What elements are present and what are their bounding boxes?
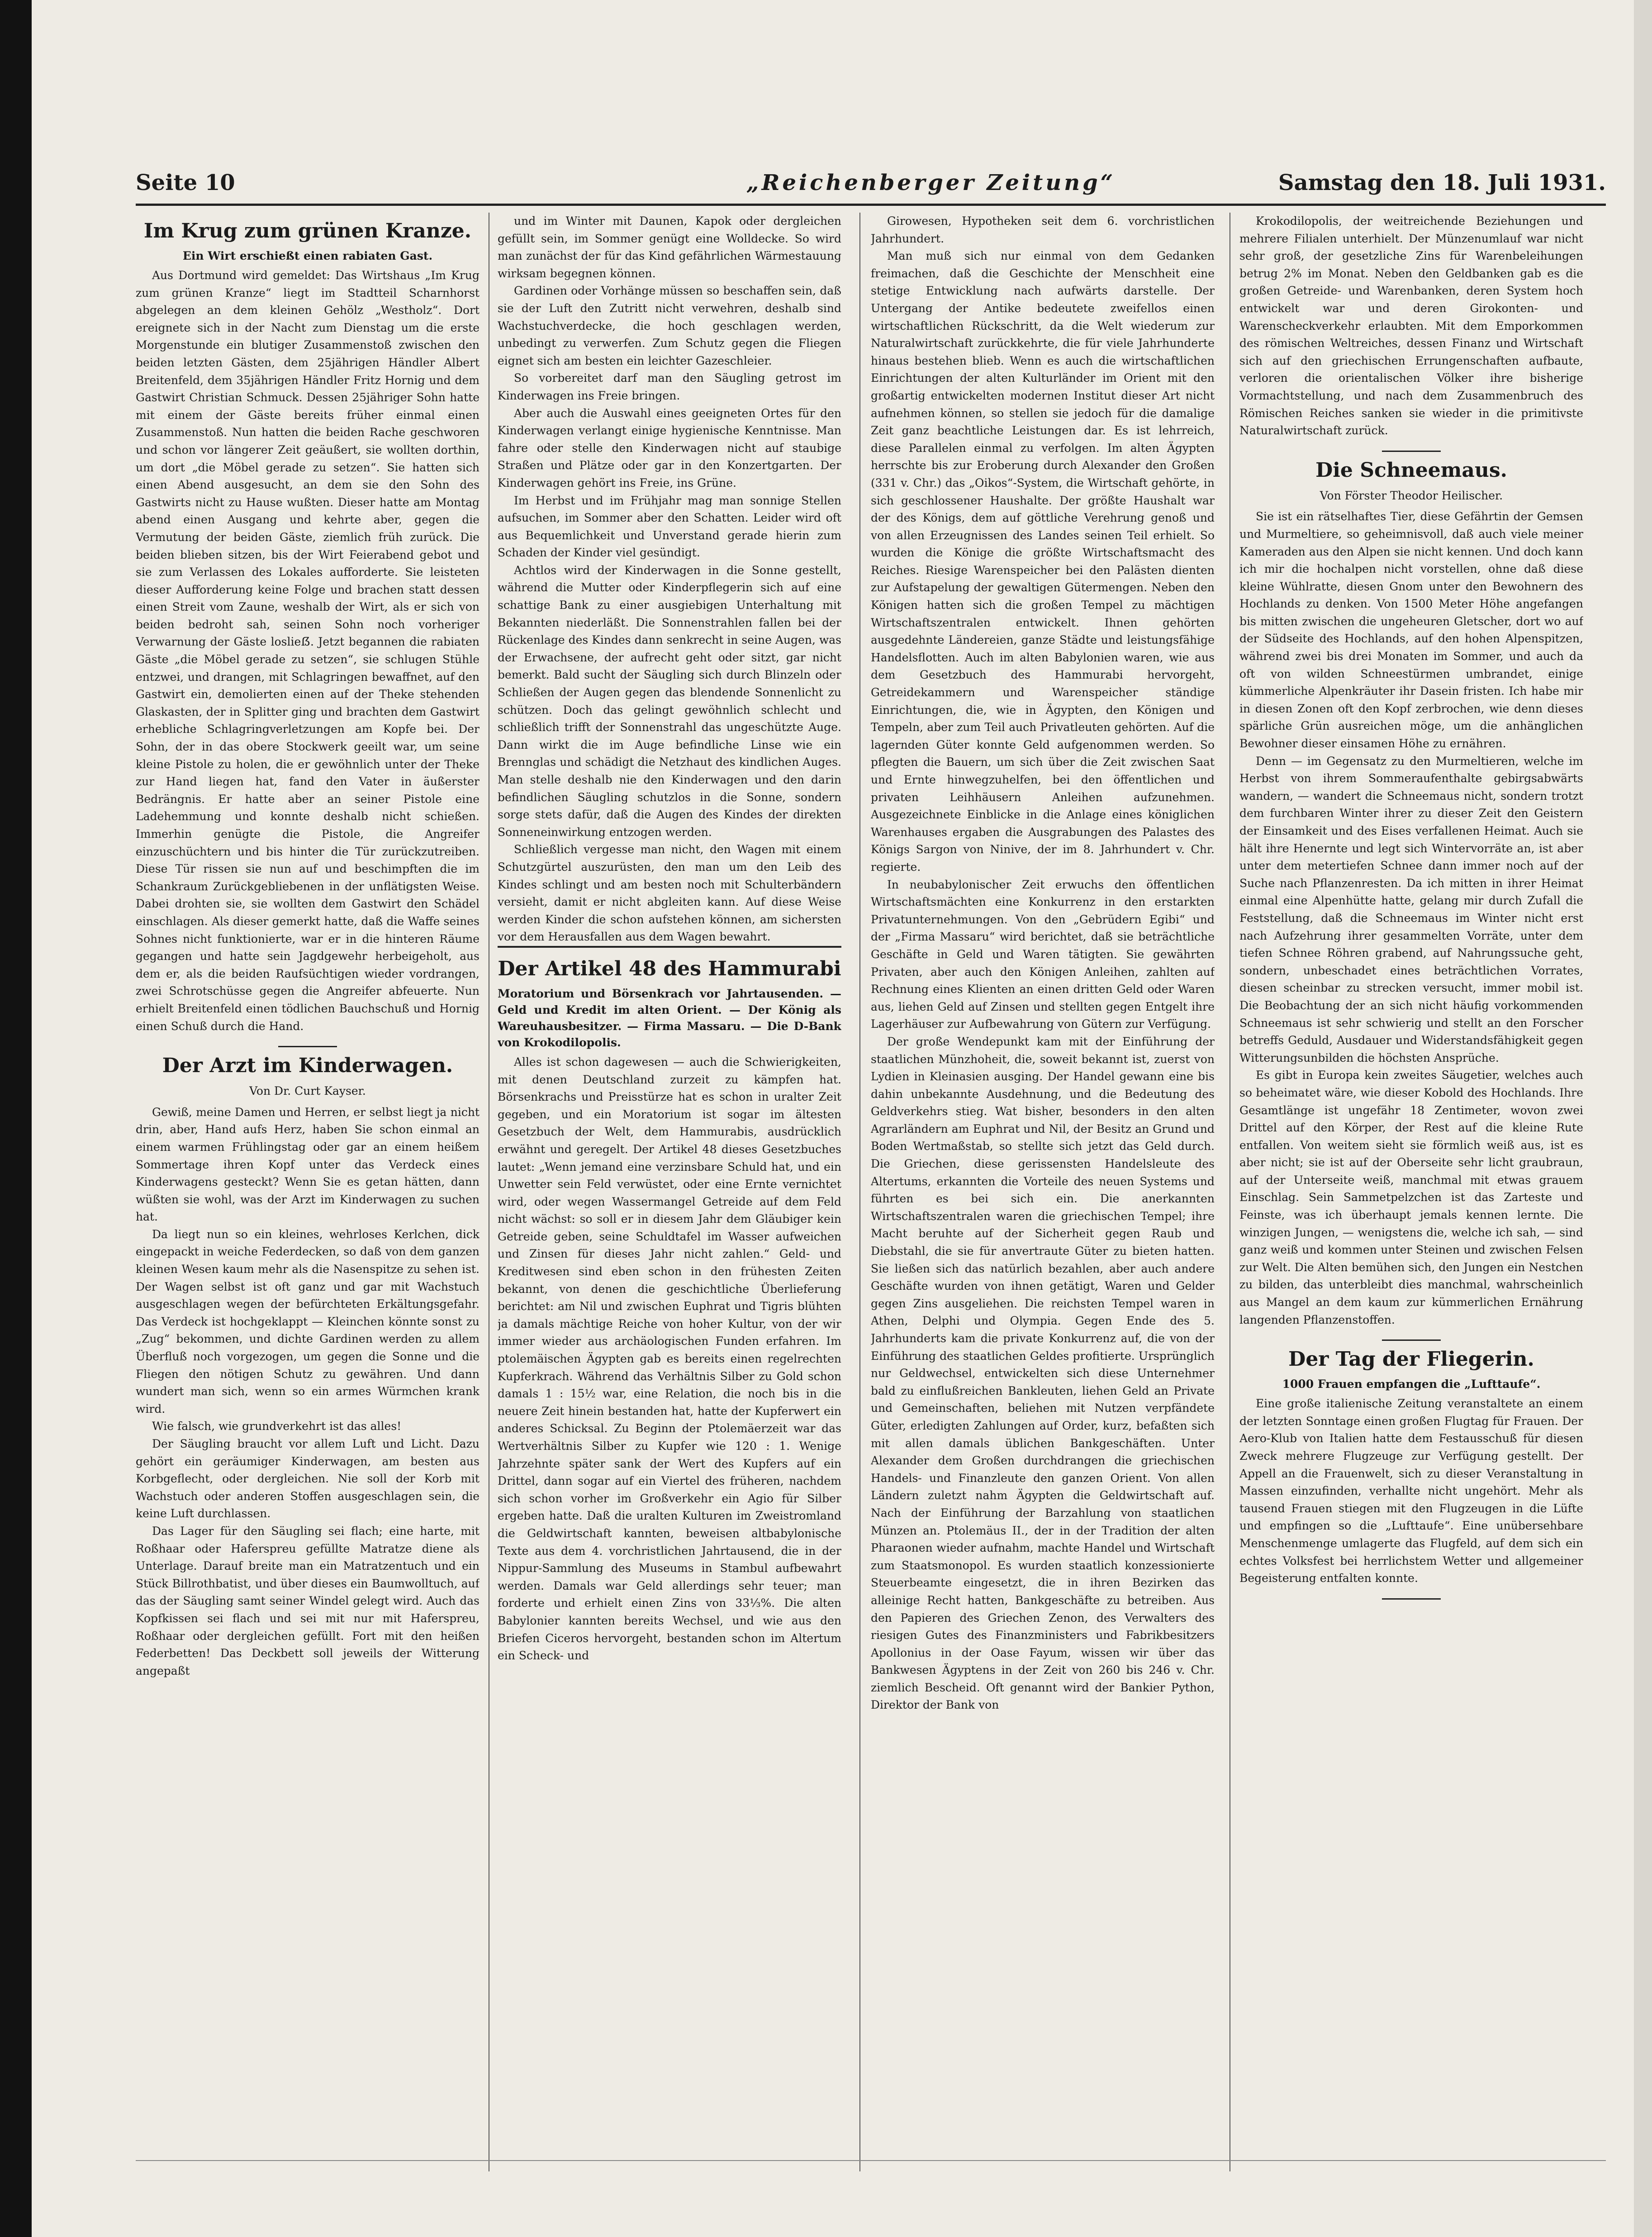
article-paragraph: Sie ist ein rätselhaftes Tier, diese Gefährtin der Gemsen und Murmeltiere, so geheimnisvoll, daß auch viele meiner Kameraden aus den Alpen sie nicht kennen. Und doch kann ich mir die hochalpen nicht vorstellen, ohne daß diese kleine Wühlratte, diesen Gnom unter den Bewohnern des Hochlands zu denken. Von 1500 Meter Höhe angefangen bis mitten zwischen die ungeheuren Gletscher, dort wo auf der Südseite des Hochlands, auf den hohen Alpenspitzen, während zwei bis drei Monaten im Sommer, und auch da oft von wilden Schneestürmen umbrandet, einige kümmerliche Alpenkräuter ihr Dasein fristen. Ich habe mir in diesen Zonen oft den Kopf zerbrochen, wie denn dieses spärliche Grün ausreichen möge, um die anhänglichen Bewohner dieser einsamen Höhe zu ernähren.	[1239, 510, 1583, 750]
article-paragraph: Es gibt in Europa kein zweites Säugetier, welches auch so beheimatet wäre, wie dieser Kobold des Hochlands. Ihre Gesamtlänge ist ungefähr 18 Zentimeter, wovon zwei Drittel auf den Körper, der Rest auf die kleine Rute entfallen. Von weitem sieht sie förmlich weiß aus, ist es aber nicht; sie ist auf der Oberseite sehr licht graubraun, auf der Unterseite weiß, manchmal mit etwas grauem Einschlag. Sein Sammetpelzchen ist das Zarteste und Feinste, was ich überhaupt jemals kennen lernte. Die winzigen Jungen, — wenigstens die, welche ich sah, — sind ganz weiß und kommen unter Steinen und zwischen Felsen zur Welt. Die Alten bemühen sich, den Jungen ein Nestchen zu bilden, das unterbleibt dies manchmal, wahrscheinlich aus Mangel an dem kaum zur kümmerlichen Ernährung langenden Pflanzenstoffen.	[1239, 1069, 1583, 1326]
article-paragraph: Da liegt nun so ein kleines, wehrloses Kerlchen, dick eingepackt in weiche Federdecken, so daß von dem ganzen kleinen Wesen kaum mehr als die Nasenspitze zu sehen ist. Der Wagen selbst ist oft ganz und gar mit Wachstuch ausgeschlagen wegen der befürchteten Erkältungsgefahr. Das Verdeck ist hochgeklappt — Kleinchen könnte sonst zu „Zug“ bekommen, und dichte Gardinen werden zu allem Überfluß noch vorgezogen, um gegen die Sonne und die Fliegen den nötigen Schutz zu gewähren. Und dann wundert man sich, wenn so ein armes Würmchen krank wird.	[136, 1227, 479, 1415]
article-author: Von Dr. Curt Kayser.	[249, 1084, 366, 1098]
article-paragraph: und im Winter mit Daunen, Kapok oder dergleichen gefüllt sein, im Sommer genügt eine Wolldecke. So wird man zunächst der für das Kind gefährlichen Wärmestauung wirksam begegnen können.	[498, 214, 841, 280]
page-number: Seite 10	[136, 170, 235, 195]
article-title: Der Tag der Fliegerin.	[1288, 1348, 1534, 1371]
footer-rule	[136, 2160, 1606, 2161]
article-subtitle: 1000 Frauen empfangen die „Lufttaufe“.	[1282, 1377, 1541, 1391]
article-subtitle: Ein Wirt erschießt einen rabiaten Gast.	[182, 249, 433, 262]
article-paragraph: Alles ist schon dagewesen — auch die Schwierigkeiten, mit denen Deutschland zurzeit zu kämpfen hat. Börsenkrachs und Preisstürze hat es schon in uralter Zeit gegeben, und ein Moratorium ist sogar im ältesten Gesetzbuch der Welt, dem Hammurabis, ausdrücklich erwähnt und geregelt. Der Artikel 48 dieses Gesetzbuches lautet: „Wenn jemand eine verzinsbare Schuld hat, und ein Unwetter sein Feld verwüstet, oder eine Ernte vernichtet wird, oder wegen Wassermangel Getreide auf dem Feld nicht wächst: so soll er in diesem Jahr dem Gläubiger kein Getreide geben, seine Schuldtafel im Wasser aufweichen und Zinsen für dieses Jahr nicht zahlen.“ Geld- und Kreditwesen sind eben schon in den frühesten Zeiten bekannt, von denen die geschichtliche Überlieferung berichtet: am Nil und zwischen Euphrat und Tigris blühten ja damals mächtige Reiche von hoher Kultur, von der wir immer wieder aus archäologischen Funden erfahren. Im ptolemäischen Ägypten gab es bereits einen regelrechten Kupferkrach. Während das Verhältnis Silber zu Gold schon damals 1 : 15½ war, eine Relation, die noch bis in die neuere Zeit hinein bestanden hat, hatte der Kupferwert ein anderes Schicksal. Zu Beginn der Ptolemäerzeit war das Wertverhältnis Silber zu Kupfer wie 120 : 1. Wenige Jahrzehnte später sank der Wert des Kupfers auf ein Drittel, dann sogar auf ein Viertel des früheren, nachdem sich schon vorher im Großverkehr ein Agio für Silber ergeben hatte. Daß die uralten Kulturen im Zweistromland die Geldwirtschaft kannten, beweisen altbabylonische Texte aus dem 4. vorchristlichen Jahrtausend, die in der Nippur-Sammlung des Museums in Stambul aufbewahrt werden. Damals war Geld allerdings sehr teuer; man forderte und erhielt einen Zins von 33⅓%. Die alten Babylonier kannten bereits Wechsel, und wie aus den Briefen Ciceros hervorgeht, bestanden schon im Altertum ein Scheck- und	[498, 1055, 841, 1662]
article-paragraph: Girowesen, Hypotheken seit dem 6. vorchristlichen Jahrhundert.	[871, 214, 1215, 245]
article-subtitle: Moratorium und Börsenkrach vor Jahrtausenden. — Geld und Kredit im alten Orient. — Der König als Wareuhausbesitzer. — Firma Massaru. — Die D-Bank von Krokodilopolis.	[498, 987, 841, 1049]
article-paragraph: Achtlos wird der Kinderwagen in die Sonne gestellt, während die Mutter oder Kinderpflegerin sich auf eine schattige Bank zu einer ausgiebigen Unterhaltung mit Bekannten niederläßt. Die Sonnenstrahlen fallen bei der Rückenlage des Kindes dann senkrecht in seine Augen, was der Erwachsene, der aufrecht geht oder sitzt, gar nicht bemerkt. Bald sucht der Säugling sich durch Blinzeln oder Schließen der Augen gegen das blendende Sonnenlicht zu schützen. Doch das gelingt gewöhnlich schlecht und schließlich trifft der Sonnenstrahl das ungeschützte Auge. Dann wirkt die im Auge befindliche Linse wie ein Brennglas und schädigt die Netzhaut des kindlichen Auges. Man stelle deshalb nie den Kinderwagen und den darin befindlichen Säugling schutzlos in die Sonne, sondern sorge stets dafür, daß die Augen des Kindes der direkten Sonneneinwirkung entzogen werden.	[498, 563, 841, 839]
article-separator	[1382, 1339, 1441, 1341]
article-paragraph: Der Säugling braucht vor allem Luft und Licht. Dazu gehört ein geräumiger Kinderwagen, am besten aus Korbgeflecht, oder dergleichen. Nie soll der Korb mit Wachstuch oder anderen Stoffen ausgeschlagen sein, die keine Luft durchlassen.	[136, 1437, 479, 1520]
article-paragraph: Aus Dortmund wird gemeldet: Das Wirtshaus „Im Krug zum grünen Kranze“ liegt im Stadtteil Scharnhorst abgelegen an dem kleinen Gehölz „Westholz“. Dort ereignete sich in der Nacht zum Dienstag um die erste Morgenstunde ein blutiger Zusammenstoß zwischen den beiden letzten Gästen, dem 25jährigen Händler Albert Breitenfeld, dem 35jährigen Händler Fritz Hornig und dem Gastwirt Christian Schmuck. Dessen 25jähriger Sohn hatte mit einem der Gäste bereits früher einmal einen Zusammenstoß. Nun hatten die beiden Rache geschworen und schon vor längerer Zeit geäußert, sie wollten dorthin, um dort „die Möbel gerade zu setzen“. Sie hatten sich einen Abend ausgesucht, an dem sie den Sohn des Gastwirts nicht zu Hause wußten. Dieser hatte am Montag abend einen Ausgang und kehrte aber, gegen die Vermutung der beiden Gäste, ziemlich früh zurück. Die beiden blieben sitzen, bis der Wirt Feierabend gebot und sie zum Verlassen des Lokales aufforderte. Sie leisteten dieser Aufforderung keine Folge und brachen statt dessen einen Streit vom Zaune, weshalb der Wirt, als er sich von beiden bedroht sah, seinen Sohn noch vorheriger Verwarnung der Gäste loslieẞ. Jetzt begannen die rabiaten Gäste „die Möbel gerade zu setzen“, sie schlugen Stühle entzwei, und drangen, mit Schlagringen bewaffnet, auf den Gastwirt ein, demolierten einen auf der Theke stehenden Glaskasten, der in Splitter ging und brachten dem Gastwirt erhebliche Schlagringverletzungen am Kopfe bei. Der Sohn, der in das obere Stockwerk geeilt war, um seine kleine Pistole zu holen, die er gewöhnlich unter der Theke zur Hand liegen hat, fand den Vater in äußerster Bedrängnis. Er hatte aber an seiner Pistole eine Ladehemmung und konnte deshalb nicht schießen. Immerhin genügte die Pistole, die Angreifer einzuschüchtern und bis hinter die Tür zurückzutreiben. Diese Tür rissen sie nun auf und beschimpften die im Schankraum Zurückgebliebenen in der unflätigsten Weise. Dabei drohten sie, sie wollten dem Gastwirt den Schädel einschlagen. Als dieser gemerkt hatte, daß die Waffe seines Sohnes nicht funktionierte, war er in die hinteren Räume gegangen und hatte sein Jagdgewehr herbeigeholt, aus dem er, als die beiden Raufsüchtigen wieder vordrangen, zwei Schrotschüsse gegen die Angreifer abfeuerte. Nun erhielt Breitenfeld einen tödlichen Bauchschuß und Hornig einen Schuß durch die Hand.	[136, 269, 479, 1033]
column-divider	[859, 213, 860, 2171]
article-title: Der Arzt im Kinderwagen.	[162, 1054, 453, 1078]
scan-edge	[1634, 0, 1652, 2237]
article-paragraph: Wie falsch, wie grundverkehrt ist das alles!	[152, 1420, 402, 1433]
article-paragraph: In neubabylonischer Zeit erwuchs den öffentlichen Wirtschaftsmächten eine Konkurrenz in den erstarkten Privatunternehmungen. Von den „Gebrüdern Egibi“ und der „Firma Massaru“ wird berichtet, daß sie beträchtliche Geschäfte in Geld und Waren tätigten. Sie gewährten Privaten, aber auch den Königen Anleihen, zahlten auf Rechnung eines Klienten an einen dritten Geld oder Waren aus, liehen Geld auf Zinsen und stellten gegen Entgelt ihre Lagerhäuser zur Aufbewahrung von Gütern zur Verfügung.	[871, 878, 1215, 1031]
article-paragraph: Aber auch die Auswahl eines geeigneten Ortes für den Kinderwagen verlangt einige hygienische Kenntnisse. Man fahre oder stelle den Kinderwagen nicht auf staubige Straßen und Plätze oder gar in den Konzertgarten. Der Kinderwagen gehört ins Freie, ins Grüne.	[498, 406, 841, 489]
article-paragraph: Der große Wendepunkt kam mit der Einführung der staatlichen Münzhoheit, die, soweit bekannt ist, zuerst von Lydien in Kleinasien ausging. Der Handel gewann eine bis dahin unbekannte Ausdehnung, und die Bedeutung des Geldverkehrs stieg. Wat bisher, besonders in den alten Agrarländern am Euphrat und Nil, der Besitz an Grund und Boden Wertmaßstab, so stellte sich jetzt das Geld durch. Die Griechen, diese gerissensten Handelsleute des Altertums, erkannten die Vorteile des neuen Systems und führten es bei sich ein. Die anerkannten Wirtschaftszentralen waren die griechischen Tempel; ihre Macht beruhte auf der Sicherheit gegen Raub und Diebstahl, die sie für anvertraute Güter zu bieten hatten. Sie ließen sich das natürlich bezahlen, aber auch andere Geschäfte wurden von ihnen getätigt, Waren und Gelder gegen Zins ausgeliehen. Die reichsten Tempel waren in Athen, Delphi und Olympia. Gegen Ende des 5. Jahrhunderts kam die private Konkurrenz auf, die von der Einführung des staatlichen Geldes profitierte. Ursprünglich nur Geldwechsel, entwickelten sich diese Unternehmer bald zu einflußreichen Bankleuten, liehen Geld an Private und Gemeinschaften, beliehen mit Nutzen verpfändete Güter, erledigten Zahlungen auf Order, kurz, befaßten sich mit allen damals üblichen Bankgeschäften. Unter Alexander dem Großen durchdrangen die griechischen Handels- und Finanzleute den ganzen Orient. Von allen Ländern zuletzt nahm Ägypten die Geldwirtschaft auf. Nach der Einführung der Barzahlung von staatlichen Münzen an. Ptolemäus II., der in der Tradition der alten Pharaonen wieder aufnahm, machte Handel und Wirtschaft zum Staatsmonopol. Es wurden staatlich konzessionierte Steuerbeamte eingesetzt, die in ihren Bezirken das alleinige Recht hatten, Bankgeschäfte zu betreiben. Aus den Papieren des Griechen Zenon, des Verwalters des riesigen Gutes des Finanzministers und Fabrikbesitzers Apollonius in der Oase Fayum, wissen wir über das Bankwesen Ägyptens in der Zeit von 260 bis 246 v. Chr. ziemlich Bescheid. Oft genannt wird der Bankier Python, Direktor der Bank von	[871, 1035, 1215, 1712]
article-paragraph: Eine große italienische Zeitung veranstaltete an einem der letzten Sonntage einen großen Flugtag für Frauen. Der Aero-Klub von Italien hatte dem Festausschuß für diesen Zweck mehrere Flugzeuge zur Verfügung gestellt. Der Appell an die Frauenwelt, sich zu dieser Veranstaltung in Massen einzufinden, verhallte nicht ungehört. Mehr als tausend Frauen stiegen mit den Flugzeugen in die Lüfte und empfingen so die „Lufttaufe“. Eine unübersehbare Menschenmenge umlagerte das Flugfeld, auf dem sich ein echtes Volksfest bei herrlichstem Wetter und allgemeiner Begeisterung entfalten konnte.	[1239, 1397, 1583, 1585]
article-separator	[278, 1046, 337, 1047]
scan-margin	[0, 0, 32, 2237]
article-paragraph: So vorbereitet darf man den Säugling getrost im Kinderwagen ins Freie bringen.	[498, 371, 841, 402]
article-title: Der Artikel 48 des Hammurabi	[498, 957, 841, 980]
article-paragraph: Krokodilopolis, der weitreichende Beziehungen und mehrere Filialen unterhielt. Der Münzenumlauf war nicht sehr groß, der gesetzliche Zins für Warenbeleihungen betrug 2% im Monat. Neben den Geldbanken gab es die großen Getreide- und Warenbanken, deren System hoch entwickelt war und deren Girokonten- und Warenscheckverkehr erlaubten. Mit dem Emporkommen des römischen Weltreiches, dessen Finanz und Wirtschaft sich auf den griechischen Errungenschaften aufbaute, verloren die orientalischen Völker ihre bisherige Vormachtstellung, und nach dem Zusammenbruch des Römischen Reiches sanken sie wieder in die primitivste Naturalwirtschaft zurück.	[1239, 214, 1583, 437]
article-separator	[1382, 451, 1441, 452]
column-3	[871, 213, 1215, 2158]
issue-date: Samstag den 18. Juli 1931.	[1278, 170, 1606, 195]
article-title: Im Krug zum grünen Kranze.	[143, 219, 472, 242]
header-rule	[136, 204, 1606, 206]
article-separator	[1382, 1598, 1441, 1600]
article-paragraph: Gardinen oder Vorhänge müssen so beschaffen sein, daß sie der Luft den Zutritt nicht verwehren, deshalb sind Wachstuchverdecke, die hoch geschlagen werden, unbedingt zu verwerfen. Zum Schutz gegen die Fliegen eignet sich am besten ein leichter Gazeschleier.	[498, 284, 841, 367]
page-header	[136, 167, 1606, 199]
article-paragraph: Man muß sich nur einmal von dem Gedanken freimachen, daß die Geschichte der Menschheit eine stetige Entwicklung nach aufwärts darstelle. Der Untergang der Antike bedeutete zweifellos einen wirtschaftlichen Rückschritt, da die Welt wiederum zur Naturalwirtschaft zurückkehrte, die für viele Jahrhunderte hinaus bestehen blieb. Wenn es auch die wirtschaftlichen Einrichtungen der alten Kulturländer im Orient mit den großartig entwickelten modernen Institut dieser Art nicht aufnehmen können, so stellen sie jedoch für die damalige Zeit ganz beachtliche Leistungen dar. Es ist lehrreich, diese Parallelen einmal zu verfolgen. Im alten Ägypten herrschte bis zur Eroberung durch Alexander den Großen (331 v. Chr.) das „Oikos“-System, die Wirtschaft gehörte, in sich geschlossener Haushalte. Der größte Haushalt war der des Königs, dem auf göttliche Verehrung genoß und von allen Erzeugnissen des Landes seinen Teil erhielt. So wurden die Könige die größte Wirtschaftsmacht des Reiches. Riesige Warenspeicher bei den Palästen dienten zur Aufstapelung der gewaltigen Gütermengen. Neben den Königen hatten sich die großen Tempel zu mächtigen Wirtschaftszentralen entwickelt. Ihnen gehörten ausgedehnte Ländereien, ganze Städte und leistungsfähige Handelsflotten. Auch im alten Babylonien waren, wie aus dem Gesetzbuch des Hammurabi hervorgeht, Getreidekammern und Warenspeicher ständige Einrichtungen, die, wie in Ägypten, den Königen und Tempeln, aber zum Teil auch Privatleuten gehörten. Auf die lagernden Güter konnte Geld aufgenommen werden. So pflegten die Bauern, um sich über die Zeit zwischen Saat und Ernte hinwegzuhelfen, bei den öffentlichen und privaten Leihhäusern Anleihen aufzunehmen. Ausgezeichnete Einblicke in die Anlage eines königlichen Warenhauses ergaben die Ausgrabungen des Palastes des Königs Sargon von Ninive, der im 8. Jahrhundert v. Chr. regierte.	[871, 249, 1215, 874]
article-paragraph: Schließlich vergesse man nicht, den Wagen mit einem Schutzgürtel auszurüsten, den man um den Leib des Kindes schlingt und am besten noch mit Schulterbändern versieht, damit er nicht abgleiten kann. Auf diese Weise werden Kinder die schon aufstehen können, am sichersten vor dem Herausfallen aus dem Wagen bewahrt.	[498, 843, 841, 944]
article-paragraph: Gewiß, meine Damen und Herren, er selbst liegt ja nicht drin, aber, Hand aufs Herz, haben Sie schon einmal an einem warmen Frühlingstag oder gar an einem heißem Sommertage ihren Kopf unter das Verdeck eines Kinderwagens gesteckt? Wenn Sie es getan hätten, dann wüßten sie wohl, was der Arzt im Kinderwagen zu suchen hat.	[136, 1105, 479, 1224]
column-4	[1239, 213, 1583, 2158]
article-title: Die Schneemaus.	[1315, 458, 1507, 482]
column-1	[136, 213, 479, 2158]
article-paragraph: Das Lager für den Säugling sei flach; eine harte, mit Roßhaar oder Haferspreu gefüllte Matratze diene als Unterlage. Darauf breite man ein Matratzentuch und ein Stück Billrothbatist, und über dieses ein Baumwolltuch, auf das der Säugling samt seiner Windel gelegt wird. Auch das Kopfkissen sei flach und sei mit nur mit Haferspreu, Roßhaar oder dergleichen gefüllt. Fort mit den heißen Federbetten! Das Deckbett soll jeweils der Witterung angepaßt	[136, 1524, 479, 1677]
article-box	[498, 946, 841, 1051]
article-author: Von Förster Theodor Heilischer.	[1320, 489, 1503, 502]
article-paragraph: Im Herbst und im Frühjahr mag man sonnige Stellen aufsuchen, im Sommer aber den Schatten. Leider wird oft aus Bequemlichkeit und Unverstand gerade hierin zum Schaden der Kinder viel gesündigt.	[498, 494, 841, 560]
newspaper-name: „Reichenberger Zeitung“	[746, 170, 1116, 195]
column-2	[498, 213, 841, 2158]
article-paragraph: Denn — im Gegensatz zu den Murmeltieren, welche im Herbst von ihrem Sommeraufenthalte gebirgsabwärts wandern, — wandert die Schneemaus nicht, sondern trotzt dem furchbaren Winter ihrer zu dieser Zeit den Geistern der Einsamkeit und des Eises verfallenen Heimat. Auch sie hält ihre Henernte und legt sich Wintervorräte an, ist aber unter dem metertiefen Schnee dann immer noch auf der Suche nach Pflanzenresten. Da ich mitten in ihrer Heimat einmal eine Alpenhütte hatte, gelang mir durch Zufall die Feststellung, daß die Schneemaus im Winter nicht erst nach Aufzehrung ihrer gesammelten Vorräte, unter dem tiefen Schnee Röhren grabend, auf Nahrungssuche geht, sondern, unbeschadet eines beträchtlichen Vorrates, diesen scheinbar zu strecken versucht, immer mobil ist. Die Beobachtung der an sich nicht häufig vorkommenden Schneemaus ist sehr schwierig und stellt an den Forscher betreffs Geduld, Ausdauer und Widerstandsfähigkeit gegen Witterungsunbilden die höchsten Ansprüche.	[1239, 754, 1583, 1064]
